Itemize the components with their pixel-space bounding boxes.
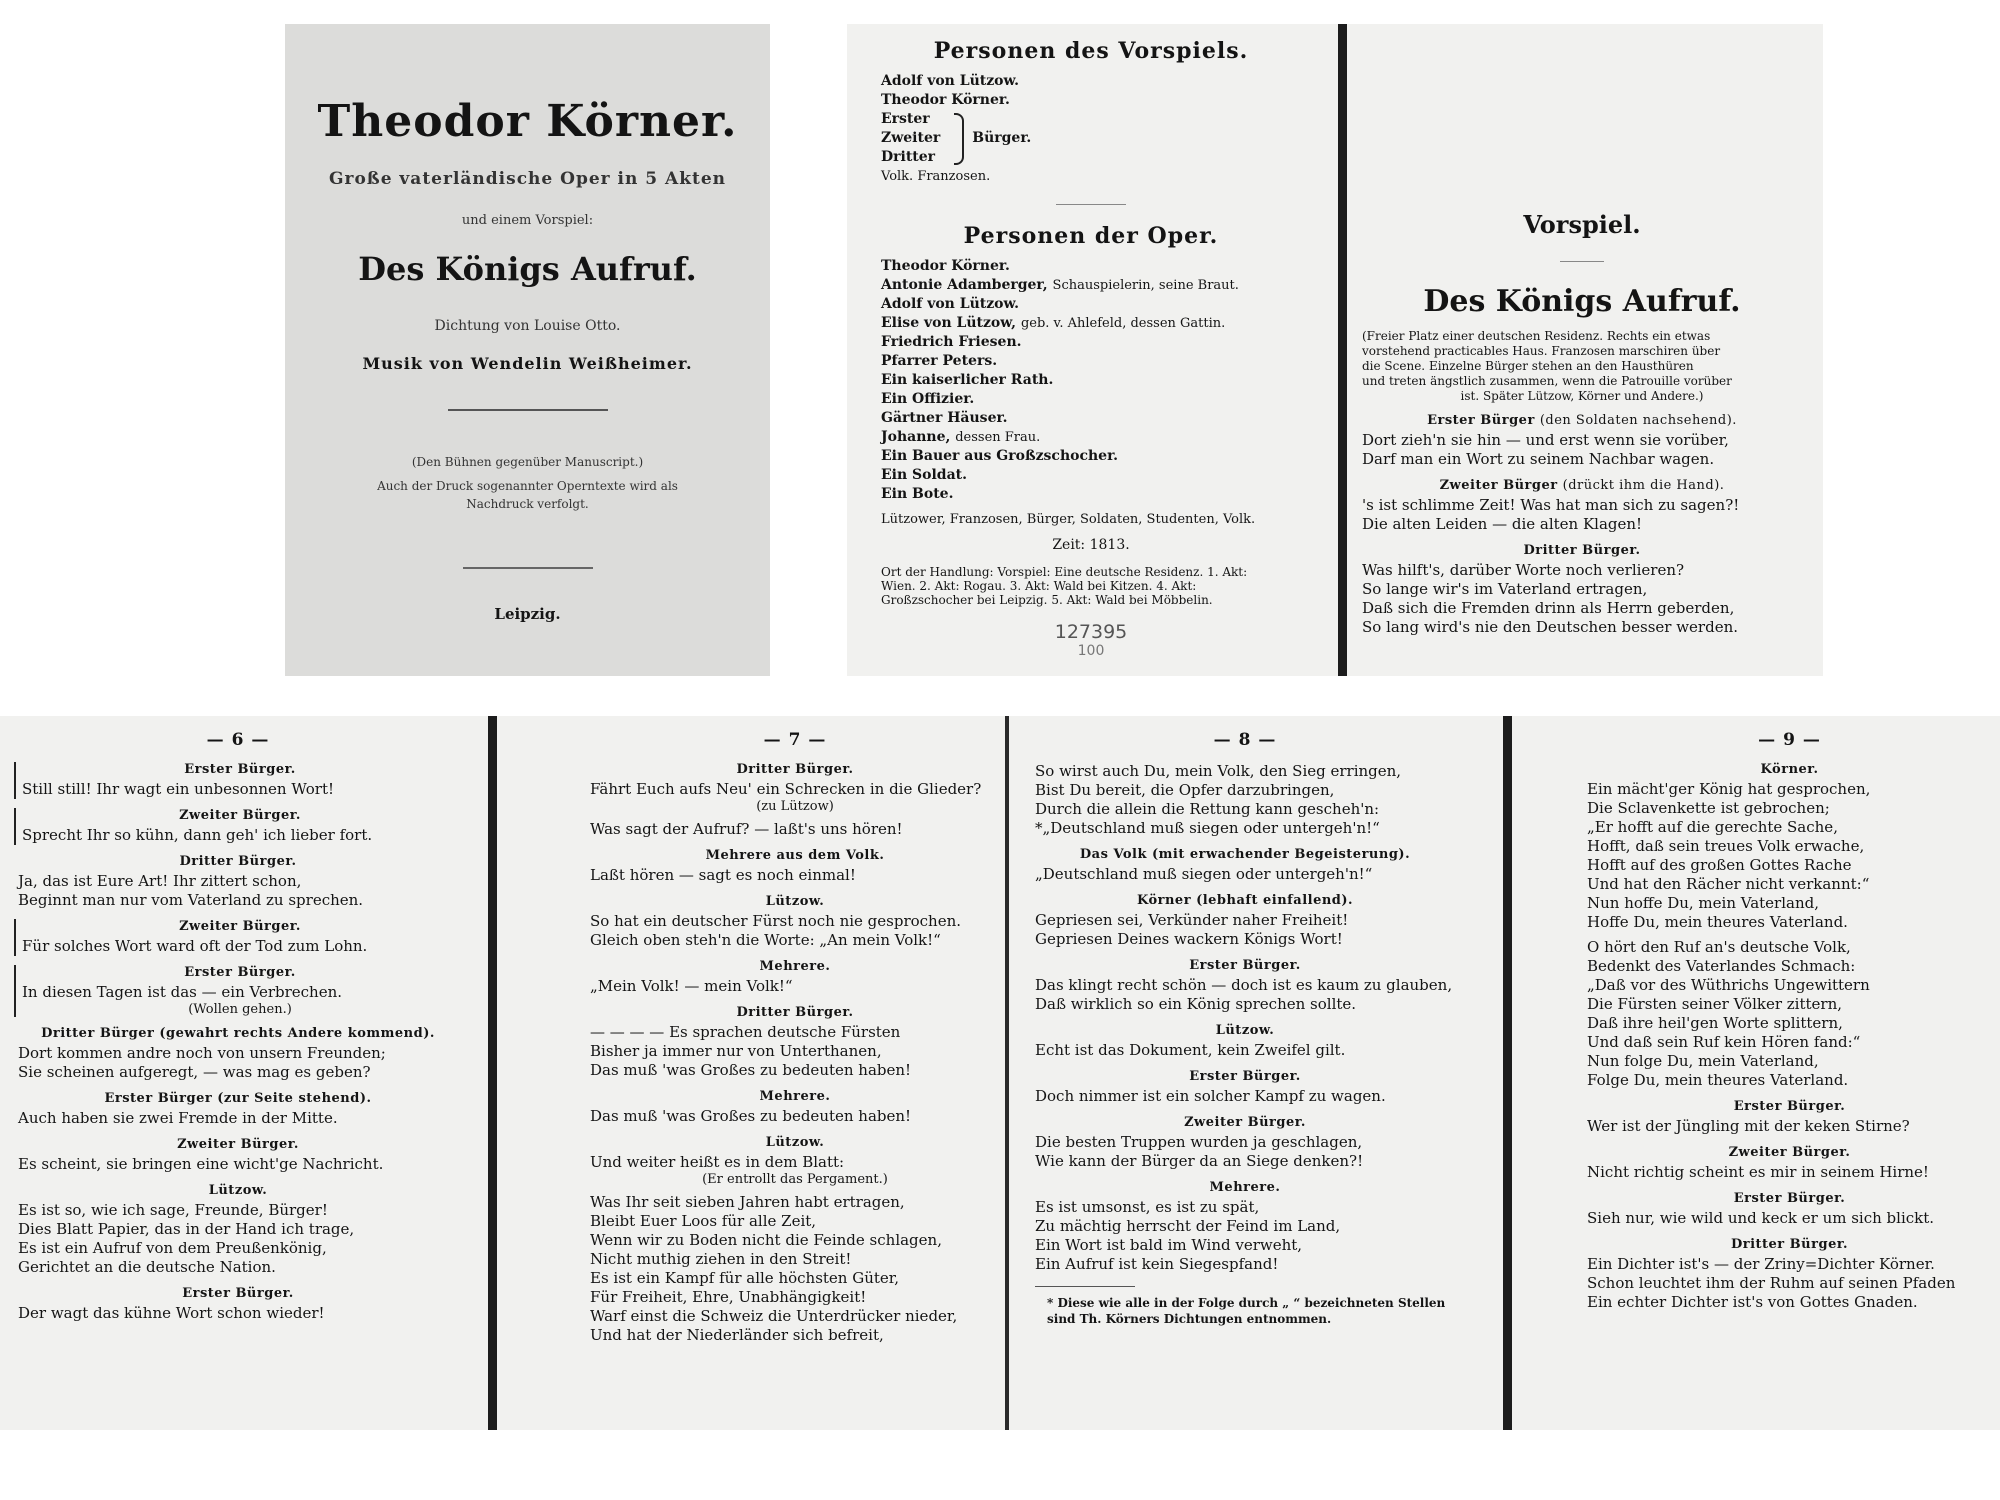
verse-line: Sieh nur, wie wild und keck er um sich blickt.: [1587, 1209, 1935, 1227]
cast-name: Ein Bote.: [881, 486, 954, 502]
speaker-direction: (den Soldaten nachsehend).: [1539, 413, 1737, 428]
cast-note: dessen Frau.: [955, 430, 1041, 445]
cast-name: Ein Soldat.: [881, 467, 968, 483]
verse-line: So lang wird's nie den Deutschen besser werden.: [1362, 618, 1738, 636]
dialogue-block: [1587, 1145, 1992, 1182]
dialogue-block: [1587, 938, 1992, 1090]
verse-line: Sie scheinen aufgeregt, — was mag es geben?: [18, 1063, 371, 1081]
verse-line: Und weiter heißt es in dem Blatt:: [590, 1153, 845, 1171]
verse-line: 's ist schlimme Zeit! Was hat man sich zu sagen?!: [1362, 496, 1740, 514]
cast-name: Ein Offizier.: [881, 391, 975, 407]
title-composer: Musik von Wendelin Weißheimer.: [362, 354, 693, 373]
title-note-manuscript: (Den Bühnen gegenüber Manuscript.): [411, 455, 644, 469]
verse-line: Nicht muthig ziehen in den Streit!: [590, 1250, 852, 1268]
cast-note: geb. v. Ahlefeld, dessen Gattin.: [1020, 316, 1226, 331]
dialogue-block: [590, 820, 1000, 839]
opera-cast-row: [881, 295, 1301, 314]
page-6: [18, 716, 458, 1430]
verse-line: Hofft auf des großen Gottes Rache: [1587, 856, 1852, 874]
verse-line: Wie kann der Bürger da an Siege denken?!: [1035, 1152, 1364, 1170]
speaker-label: Erster Bürger.: [1189, 1069, 1301, 1084]
opera-cast-row: [881, 314, 1301, 333]
verse-line: Daß sich die Fremden drinn als Herrn geberden,: [1362, 599, 1735, 617]
vorspiel-rule: [1560, 261, 1604, 262]
speaker-label: [1362, 413, 1802, 428]
vorspiel-title: Des Königs Aufruf.: [1423, 284, 1741, 319]
opera-cast-row: [881, 409, 1301, 428]
opera-cast-row: [881, 466, 1301, 485]
stage-direction: (Wollen gehen.): [188, 1002, 292, 1017]
verse-line: Wenn wir zu Boden nicht die Feinde schlagen,: [590, 1231, 942, 1249]
speaker-label: Körner.: [1760, 762, 1819, 777]
verse-line: Beginnt man nur vom Vaterland zu sprechen.: [18, 891, 364, 909]
verse-line: Bisher ja immer nur von Unterthanen,: [590, 1042, 882, 1060]
cast-name: Theodor Körner.: [881, 258, 1010, 274]
verse-line: Bedenkt des Vaterlandes Schmach:: [1587, 957, 1856, 975]
vorspiel-page: [1362, 24, 1802, 676]
speaker-label: Erster Bürger.: [1733, 1099, 1846, 1114]
speaker-label: Mehrere aus dem Volk.: [705, 848, 885, 863]
speaker-label: Körner (lebhaft einfallend).: [1136, 893, 1354, 908]
footnote-rule: [1035, 1286, 1135, 1287]
vorspiel-heading: Vorspiel.: [1523, 210, 1641, 239]
cast-time: Zeit: 1813.: [1052, 537, 1130, 553]
dialogue-block: [14, 808, 458, 845]
opera-cast-row: [881, 371, 1301, 390]
title-subtitle: Des Königs Aufruf.: [358, 250, 697, 288]
verse-line: *„Deutschland muß siegen oder untergeh'n!“: [1035, 819, 1380, 837]
stage-line: ist. Später Lützow, Körner und Andere.): [1460, 389, 1704, 403]
opera-cast-heading: Personen der Oper.: [963, 223, 1219, 249]
dialogue-block: [1587, 762, 1992, 932]
cast-name: Antonie Adamberger,: [881, 277, 1048, 293]
title-poet: Dichtung von Louise Otto.: [434, 318, 621, 334]
speaker-label: Lützow.: [1215, 1023, 1275, 1038]
title-author: Theodor Körner.: [317, 96, 738, 147]
cast-name: Adolf von Lützow.: [881, 296, 1020, 312]
dialogue-block: [18, 854, 458, 910]
dialogue-block: [1035, 762, 1455, 838]
pages-6-7-scan: [0, 716, 1005, 1430]
speaker-label: Zweiter Bürger.: [1728, 1145, 1851, 1160]
verse-line: In diesen Tagen ist das — ein Verbrechen.: [22, 983, 343, 1001]
cast-extras: Lützower, Franzosen, Bürger, Soldaten, Studenten, Volk.: [881, 512, 1256, 527]
speaker-name: Zweiter Bürger: [1439, 478, 1558, 493]
verse-line: Ein Wort ist bald im Wind verweht,: [1035, 1236, 1303, 1254]
cast-name: Pfarrer Peters.: [881, 353, 998, 369]
dialogue-block: [18, 1137, 458, 1174]
speaker-label: [1362, 543, 1802, 558]
speaker-label: Zweiter Bürger.: [177, 1137, 299, 1152]
speaker-label: Lützow.: [765, 894, 825, 909]
prelude-cast-2: Theodor Körner.: [881, 92, 1010, 108]
verse-line: Ja, das ist Eure Art! Ihr zittert schon,: [18, 872, 302, 890]
dialogue-block: [1035, 847, 1455, 884]
verse-line: Doch nimmer ist ein solcher Kampf zu wagen.: [1035, 1087, 1386, 1105]
verse-line: Laßt hören — sagt es noch einmal!: [590, 866, 856, 884]
opera-cast-list: [881, 257, 1301, 504]
verse-line: Nun hoffe Du, mein Vaterland,: [1587, 894, 1820, 912]
verse-line: Ein mächt'ger König hat gesprochen,: [1587, 780, 1871, 798]
speaker-label: Lützow.: [208, 1183, 268, 1198]
title-divider: [448, 409, 608, 411]
dialogue-block: [590, 762, 1000, 814]
stage-line: vorstehend practicables Haus. Franzosen marschiren über: [1362, 344, 1721, 358]
opera-cast-row: [881, 257, 1301, 276]
page-8: [1035, 716, 1455, 1430]
opera-cast-row: [881, 333, 1301, 352]
dialogue-block: [18, 1026, 458, 1082]
verse-line: Es ist ein Aufruf von dem Preußenkönig,: [18, 1239, 327, 1257]
dialogue-block: [1035, 1023, 1455, 1060]
dialogue-block: [590, 848, 1000, 885]
cast-name: Gärtner Häuser.: [881, 410, 1008, 426]
verse-line: Zu mächtig herrscht der Feind im Land,: [1035, 1217, 1341, 1235]
verse-line: So wirst auch Du, mein Volk, den Sieg erringen,: [1035, 762, 1402, 780]
verse-line: Ein Dichter ist's — der Zriny=Dichter Körner.: [1587, 1255, 1935, 1273]
dialogue-block: [590, 1135, 1000, 1187]
page-8-text: [1035, 762, 1455, 1274]
dialogue-block: [1587, 1237, 1992, 1312]
speaker-label: [1362, 478, 1802, 493]
speaker-label: Zweiter Bürger.: [179, 808, 301, 823]
dialogue-block: [1035, 893, 1455, 949]
prelude-cast-heading: Personen des Vorspiels.: [933, 38, 1249, 64]
verse-line: Und hat der Niederländer sich befreit,: [590, 1326, 884, 1344]
verse-line: Dort kommen andre noch von unsern Freunden;: [18, 1044, 386, 1062]
verse-line: Folge Du, mein theures Vaterland.: [1587, 1071, 1849, 1089]
stage-direction: [1362, 329, 1802, 404]
citizens-label: Bürger.: [972, 130, 1032, 146]
library-stamp: 127395: [1054, 621, 1128, 643]
verse-line: Hoffe Du, mein theures Vaterland.: [1587, 913, 1848, 931]
prelude-cast-1: Adolf von Lützow.: [881, 73, 1020, 89]
speaker-label: Erster Bürger.: [1189, 958, 1301, 973]
speaker-label: Zweiter Bürger.: [179, 919, 301, 934]
dialogue-block: [14, 965, 458, 1017]
speaker-label: Erster Bürger.: [184, 965, 296, 980]
library-stamp-2: 100: [1077, 643, 1105, 659]
speaker-label: Erster Bürger.: [184, 762, 296, 777]
verse-line: Der wagt das kühne Wort schon wieder!: [18, 1304, 325, 1322]
verse-line: Gepriesen sei, Verkünder naher Freiheit!: [1035, 911, 1349, 929]
dialogue-block: [14, 919, 458, 956]
title-page-scan: [285, 24, 770, 676]
verse-line: Schon leuchtet ihm der Ruhm auf seinen Pfaden: [1587, 1274, 1956, 1292]
speaker-label: Dritter Bürger.: [736, 762, 854, 777]
speaker-label: Erster Bürger (zur Seite stehend).: [104, 1091, 372, 1106]
verse-line: Was Ihr seit sieben Jahren habt ertragen,: [590, 1193, 905, 1211]
opera-cast-row: [881, 390, 1301, 409]
stage-line: die Scene. Einzelne Bürger stehen an den Hausthüren: [1362, 359, 1694, 373]
verse-line: Das muß 'was Großes zu bedeuten haben!: [590, 1061, 912, 1079]
verse-line: Bist Du bereit, die Opfer darzubringen,: [1035, 781, 1335, 799]
page-number: — 8 —: [1213, 730, 1277, 750]
dialogue-block: [18, 1286, 458, 1323]
speaker-label: Erster Bürger.: [182, 1286, 294, 1301]
speaker-label: Dritter Bürger.: [1730, 1237, 1849, 1252]
stage-direction: (zu Lützow): [756, 799, 834, 814]
verse-line: Für solches Wort ward oft der Tod zum Lohn.: [22, 937, 368, 955]
verse-line: Still still! Ihr wagt ein unbesonnen Wort!: [22, 780, 334, 798]
cast-page: [881, 24, 1301, 676]
speaker-label: Mehrere.: [759, 959, 831, 974]
dialogue-block: [590, 959, 1000, 996]
opera-cast-row: [881, 447, 1301, 466]
verse-line: Die alten Leiden — die alten Klagen!: [1362, 515, 1643, 533]
verse-line: Was hilft's, darüber Worte noch verlieren?: [1362, 561, 1685, 579]
verse-line: Es scheint, sie bringen eine wicht'ge Nachricht.: [18, 1155, 384, 1173]
dialogue-block: [14, 762, 458, 799]
verse-line: Es ist so, wie ich sage, Freunde, Bürger!: [18, 1201, 328, 1219]
title-genre: Große vaterländische Oper in 5 Akten: [328, 169, 727, 189]
verse-line: Warf einst die Schweiz die Unterdrücker nieder,: [590, 1307, 958, 1325]
speaker-name: Dritter Bürger.: [1523, 543, 1641, 558]
cast-name: Elise von Lützow,: [881, 315, 1017, 331]
title-place: Leipzig.: [494, 605, 561, 623]
verse-line: Und daß sein Ruf kein Hören fand:“: [1587, 1033, 1861, 1051]
cast-place-2: Wien. 2. Akt: Rogau. 3. Akt: Wald bei Kitzen. 4. Akt:: [881, 579, 1197, 593]
prelude-volk: Volk. Franzosen.: [881, 169, 991, 184]
verse-line: Gepriesen Deines wackern Königs Wort!: [1035, 930, 1343, 948]
verse-line: Echt ist das Dokument, kein Zweifel gilt.: [1035, 1041, 1346, 1059]
dialogue-block: [18, 1183, 458, 1277]
dialogue-block: [590, 1089, 1000, 1126]
verse-line: Dies Blatt Papier, das in der Hand ich trage,: [18, 1220, 355, 1238]
stage-direction: (Er entrollt das Pergament.): [702, 1172, 888, 1187]
page-9-text: [1587, 762, 1992, 1312]
verse-line: Gerichtet an die deutsche Nation.: [18, 1258, 276, 1276]
dialogue-block: [1035, 958, 1455, 1014]
verse-line: Es ist umsonst, es ist zu spät,: [1035, 1198, 1260, 1216]
dialogue-block: [1035, 1069, 1455, 1106]
speaker-label: Das Volk (mit erwachender Begeisterung).: [1079, 847, 1411, 862]
verse-line: Die Sclavenkette ist gebrochen;: [1587, 799, 1830, 817]
verse-line: Bleibt Euer Loos für alle Zeit,: [590, 1212, 817, 1230]
cast-place-3: Großzschocher bei Leipzig. 5. Akt: Wald bei Möbbelin.: [881, 593, 1213, 607]
verse-line: Fährt Euch aufs Neu' ein Schrecken in die Glieder?: [590, 780, 982, 798]
opera-cast-row: [881, 276, 1301, 295]
dialogue-block: [1587, 1099, 1992, 1136]
footnote: * Diese wie alle in der Folge durch „ “ bezeichneten Stellen sind Th. Körners Dichtungen entnommen.: [1047, 1296, 1446, 1326]
cast-name: Johanne,: [881, 429, 951, 445]
verse-line: Es ist ein Kampf für alle höchsten Güter,: [590, 1269, 900, 1287]
verse-line: So lange wir's im Vaterland ertragen,: [1362, 580, 1648, 598]
verse-line: Gleich oben steh'n die Worte: „An mein Volk!“: [590, 931, 941, 949]
speaker-direction: (drückt ihm die Hand).: [1562, 478, 1725, 493]
title-note-copyright: Auch der Druck sogenannter Operntexte wird als Nachdruck verfolgt.: [377, 479, 678, 511]
cast-note: Schauspielerin, seine Braut.: [1052, 278, 1239, 293]
speaker-label: Dritter Bürger.: [736, 1005, 854, 1020]
verse-line: Ein Aufruf ist kein Siegespfand!: [1035, 1255, 1279, 1273]
dialogue-block: [590, 894, 1000, 950]
opera-cast-row: [881, 352, 1301, 371]
dialogue-block: [590, 1193, 1000, 1345]
verse-line: Die besten Truppen wurden ja geschlagen,: [1035, 1133, 1363, 1151]
verse-line: Wer ist der Jüngling mit der keken Stirne?: [1587, 1117, 1910, 1135]
opera-cast-row: [881, 485, 1301, 504]
cast-name: Friedrich Friesen.: [881, 334, 1022, 350]
verse-line: „Er hofft auf die gerechte Sache,: [1587, 818, 1838, 836]
page-7: [590, 716, 1000, 1430]
citizens-group: [881, 110, 1301, 167]
verse-line: Nun folge Du, mein Vaterland,: [1587, 1052, 1819, 1070]
speaker-label: Mehrere.: [1209, 1180, 1281, 1195]
verse-line: Darf man ein Wort zu seinem Nachbar wagen.: [1362, 450, 1715, 468]
page-number: — 6 —: [206, 730, 270, 750]
title-connector: und einem Vorspiel:: [461, 213, 594, 228]
verse-line: „Daß vor des Wüthrichs Ungewittern: [1587, 976, 1870, 994]
verse-line: Ein echter Dichter ist's von Gottes Gnaden.: [1587, 1293, 1918, 1311]
stage-line: und treten ängstlich zusammen, wenn die Patrouille vorüber: [1362, 374, 1732, 388]
speaker-label: Dritter Bürger (gewahrt rechts Andere kommend).: [41, 1026, 435, 1041]
verse-line: Die Fürsten seiner Völker zittern,: [1587, 995, 1843, 1013]
citizen-1: Erster: [881, 111, 930, 127]
gutter-8-9: [1503, 716, 1512, 1430]
cast-vorspiel-scan: [847, 24, 1823, 676]
verse-line: So hat ein deutscher Fürst noch nie gesprochen.: [590, 912, 962, 930]
dialogue-block: [590, 1005, 1000, 1080]
citizen-3: Dritter: [881, 149, 936, 165]
verse-line: Für Freiheit, Ehre, Unabhängigkeit!: [590, 1288, 867, 1306]
cast-name: Ein Bauer aus Großzschocher.: [881, 448, 1119, 464]
dialogue-block: [1035, 1180, 1455, 1274]
page-number: — 7 —: [763, 730, 827, 750]
page-7-text: [590, 762, 1000, 1345]
verse-line: Das klingt recht schön — doch ist es kaum zu glauben,: [1035, 976, 1453, 994]
page-number: — 9 —: [1758, 730, 1821, 750]
dialogue-block: [1035, 1115, 1455, 1171]
speaker-label: Erster Bürger.: [1733, 1191, 1846, 1206]
speaker-label: Lützow.: [765, 1135, 825, 1150]
page-6-text: [18, 762, 458, 1323]
title-ornament: [463, 567, 593, 569]
pages-8-9-scan: [1009, 716, 2000, 1430]
cast-divider: [1056, 204, 1126, 205]
page-9: [1587, 716, 1992, 1430]
stage-line: (Freier Platz einer deutschen Residenz. Rechts ein etwas: [1362, 329, 1711, 343]
verse-line: „Deutschland muß siegen oder untergeh'n!“: [1035, 865, 1373, 883]
verse-line: Daß ihre heil'gen Worte splittern,: [1587, 1014, 1843, 1032]
opera-cast-row: [881, 428, 1301, 447]
citizens-brace: [954, 113, 964, 165]
verse-line: Und hat den Rächer nicht verkannt:“: [1587, 875, 1870, 893]
speaker-label: Zweiter Bürger.: [1184, 1115, 1306, 1130]
verse-line: — — — — Es sprachen deutsche Fürsten: [590, 1023, 901, 1041]
speaker-label: Mehrere.: [759, 1089, 831, 1104]
speaker-label: Dritter Bürger.: [179, 854, 297, 869]
verse-line: Auch haben sie zwei Fremde in der Mitte.: [18, 1109, 338, 1127]
verse-line: Dort zieh'n sie hin — und erst wenn sie vorüber,: [1362, 431, 1729, 449]
cast-name: Ein kaiserlicher Rath.: [881, 372, 1054, 388]
cast-place-1: Ort der Handlung: Vorspiel: Eine deutsche Residenz. 1. Akt:: [881, 565, 1248, 579]
verse-line: Sprecht Ihr so kühn, dann geh' ich lieber fort.: [22, 826, 373, 844]
dialogue-block: [18, 1091, 458, 1128]
verse-line: Das muß 'was Großes zu bedeuten haben!: [590, 1107, 912, 1125]
verse-line: Was sagt der Aufruf? — laßt's uns hören!: [590, 820, 903, 838]
verse-line: Nicht richtig scheint es mir in seinem Hirne!: [1587, 1163, 1929, 1181]
verse-line: „Mein Volk! — mein Volk!“: [590, 977, 793, 995]
verse-line: Hofft, daß sein treues Volk erwache,: [1587, 837, 1865, 855]
dialogue-block: [1587, 1191, 1992, 1228]
cast-gutter: [1338, 24, 1347, 676]
gutter-6-7: [488, 716, 497, 1430]
verse-line: Durch die allein die Rettung kann gescheh'n:: [1035, 800, 1380, 818]
verse-line: O hört den Ruf an's deutsche Volk,: [1587, 938, 1851, 956]
citizen-2: Zweiter: [881, 130, 941, 146]
verse-line: Daß wirklich so ein König sprechen sollte.: [1035, 995, 1357, 1013]
vorspiel-dialogue: [1362, 413, 1802, 637]
speaker-name: Erster Bürger: [1427, 413, 1535, 428]
